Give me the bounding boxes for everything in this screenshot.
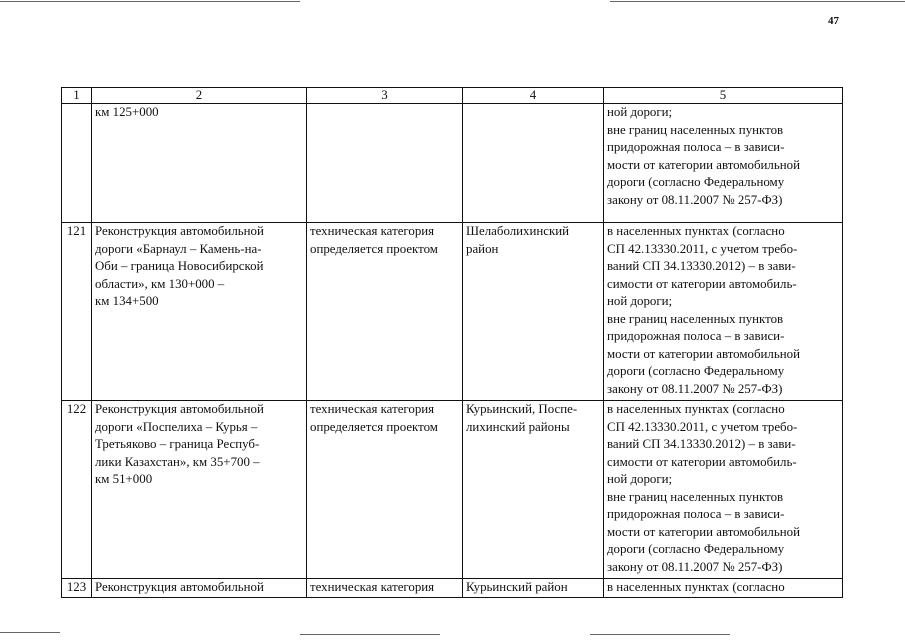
table-row [62, 223, 843, 401]
category-line: техническая категория [310, 224, 435, 238]
scan-artifact-bottom-mid [300, 634, 440, 635]
zone-line: вне границ населенных пунктов [607, 122, 784, 137]
table-row-continuation [62, 104, 843, 223]
zone-line: придорожная полоса – в зависи- [607, 329, 785, 343]
header-col-3: 3 [307, 88, 463, 104]
table-row [62, 579, 843, 598]
category-line: определяется проектом [310, 419, 438, 434]
district-line: район [466, 241, 499, 256]
district-cell [463, 579, 604, 598]
header-col-4: 4 [463, 88, 604, 104]
zone-line: мости от категории автомобильной [607, 524, 800, 539]
zone-line: закону от 08.11.2007 № 257-ФЗ) [607, 559, 783, 574]
project-name-line: км 51+000 [95, 472, 153, 486]
zone-cell [604, 223, 843, 401]
scan-artifact-top [0, 1, 300, 2]
table-row [62, 401, 843, 579]
district-line: лихинский районы [466, 419, 570, 434]
project-name-cell [92, 579, 307, 598]
zone-line: ной дороги; [607, 294, 673, 308]
row-number-cell: 123 [62, 579, 92, 598]
project-name-line: Оби – граница Новосибирской [95, 259, 264, 273]
category-cell [307, 579, 463, 598]
project-name-cell [92, 104, 307, 223]
category-cell [307, 104, 463, 223]
project-name-line: дороги «Барнаул – Камень-на- [95, 241, 262, 256]
zone-line: в населенных пунктах (согласно [607, 402, 785, 416]
project-name-line: Реконструкция автомобильной [95, 402, 264, 416]
zone-line: ной дороги; [607, 105, 673, 119]
header-col-2: 2 [92, 88, 307, 104]
zone-line: придорожная полоса – в зависи- [607, 140, 785, 154]
zone-line: вне границ населенных пунктов [607, 311, 784, 326]
scan-artifact-top-right [610, 1, 905, 2]
district-cell [463, 104, 604, 223]
project-name-cell [92, 223, 307, 401]
row-number-cell [62, 104, 92, 223]
zone-line: дороги (согласно Федеральному [607, 364, 785, 378]
zone-line: СП 42.13330.2011, с учетом требо- [607, 419, 798, 434]
scan-artifact-bottom-right [590, 634, 730, 635]
project-name-line: Реконструкция автомобильной [95, 224, 264, 238]
zone-line: мости от категории автомобильной [607, 346, 800, 361]
category-cell [307, 401, 463, 579]
zone-line: закону от 08.11.2007 № 257-ФЗ) [607, 381, 783, 396]
zone-line: СП 42.13330.2011, с учетом требо- [607, 241, 798, 256]
zone-line: ной дороги; [607, 472, 673, 486]
zone-line: дороги (согласно Федеральному [607, 542, 785, 556]
project-name-line: лики Казахстан», км 35+700 – [95, 454, 260, 469]
zone-line: вне границ населенных пунктов [607, 489, 784, 504]
header-col-5: 5 [604, 88, 843, 104]
zone-line: симости от категории автомобиль- [607, 276, 797, 291]
district-line: Курьинский, Поспе- [466, 402, 578, 416]
zone-cell [604, 401, 843, 579]
district-cell [463, 401, 604, 579]
zone-cell [604, 579, 843, 598]
zone-line: в населенных пунктах (согласно [607, 224, 785, 238]
zone-cell [604, 104, 843, 223]
project-name-line: области», км 130+000 – [95, 276, 225, 291]
project-name-line: км 134+500 [95, 294, 159, 308]
district-line: Шелаболихинский [466, 224, 570, 238]
document-table [61, 87, 843, 598]
project-name-line: Третьяково – граница Респуб- [95, 437, 260, 451]
category-line: техническая категория [310, 580, 435, 594]
zone-line: придорожная полоса – в зависи- [607, 507, 785, 521]
zone-line: ваний СП 34.13330.2012) – в зави- [607, 259, 796, 273]
row-number-cell: 121 [62, 223, 92, 401]
row-number-cell: 122 [62, 401, 92, 579]
zone-line: закону от 08.11.2007 № 257-ФЗ) [607, 192, 783, 207]
district-line: Курьинский район [466, 580, 568, 594]
zone-line: симости от категории автомобиль- [607, 454, 797, 469]
zone-line: дороги (согласно Федеральному [607, 175, 785, 189]
district-cell [463, 223, 604, 401]
header-col-1: 1 [62, 88, 92, 104]
project-name-cell [92, 401, 307, 579]
zone-line: в населенных пунктах (согласно [607, 580, 785, 594]
project-name-line: дороги «Поспелиха – Курья – [95, 419, 258, 434]
zone-line: мости от категории автомобильной [607, 157, 800, 172]
scan-artifact-bottom-left [0, 632, 60, 633]
category-cell [307, 223, 463, 401]
category-line: техническая категория [310, 402, 435, 416]
project-name-line: км 125+000 [95, 105, 159, 119]
category-line: определяется проектом [310, 241, 438, 256]
table-header-row [62, 88, 843, 104]
zone-line: ваний СП 34.13330.2012) – в зави- [607, 437, 796, 451]
page-number: 47 [828, 15, 839, 27]
project-name-line: Реконструкция автомобильной [95, 580, 264, 594]
